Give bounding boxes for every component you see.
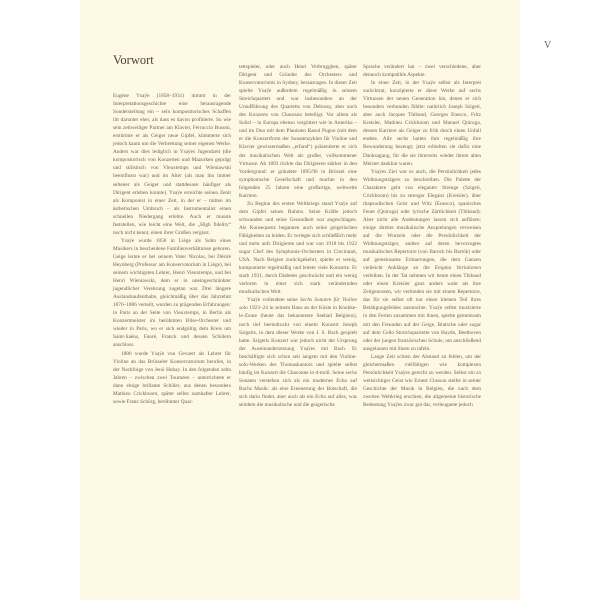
page-number: V: [544, 40, 552, 51]
text-column-1: [113, 92, 231, 406]
page-title: Vorwort: [113, 53, 154, 67]
paragraph: Zu Beginn des ersten Weltkriegs stand Ysaÿe auf dem Gipfel seines Ruhms. Seine Kräfte jedoch schwanden und seine Gesundheit war angeschlagen. Als Konsequenz begannen auch seine geigerischen Fähigkeiten zu leiden. Er verlegte sich schließlich mehr und mehr aufs Dirigieren und war von 1918 bis 1922 sogar Chef des Symphonie-Orchesters in Cincinnati, USA. Nach Belgien zurückgekehrt, spielte er wenig, komponierte regelmäßig und leitete viele Konzerte. Er starb 1931, durch Diabetes geschwächt und ein wenig verloren in einer sich stark verändernden musikalischen Welt.: [239, 200, 357, 296]
paragraph: In einer Zeit, in der Ysaÿe selbst als Interpret zurücktrat, konzipierte er diese Werke auf sechs Virtuosen der neuen Generation hin, denen er sich besonders verbunden fühlte: natürlich Joseph Szigeti, aber auch Jacques Thibaud, Georges Enesco, Fritz Kreisler, Mathieu Crickboom und Manuel Quiroga, dessen Karriere als Geiger zu früh durch einen Unfall endete. Alle sechs hatten ihm regelmäßig ihre Bewunderung bezeugt; jetzt erhielten sie dafür eine Danksagung, für die sie ihrerseits wieder ihrem alten Meister dankbar waren.: [363, 80, 481, 167]
paragraph: Ysaÿe wurde 1858 in Liège als Sohn eines Musikers in bescheidene Familienverhältnisse geboren. Geige lernte er bei seinem Vater Nicolas, bei Désiré Heynberg (Professor am Konservatorium in Liège), bei seinem wichtigsten Lehrer, Henri Vieuxtemps, und bei Henri Wieniawski, dem er in uneingeschränkter jugendlicher Verehrung zugetan war. Drei längere Auslandsaufenthalte, gleichmäßig über das Jahrzehnt 1876–1886 verteilt, wurden zu prägenden Erfahrungen: in Paris an der Seite von Vieuxtemps, in Berlin als Konzertmeister im berühmten Bilse-Orchester und wieder in Paris, wo er sich endgültig dem Kreis um Saint-Saëns, Fauré, Franck und dessen Schülern anschloss.: [113, 237, 231, 349]
paragraph: Sprache verändert hat – zwei verschiedene, aber dennoch kompatible Aspekte.: [363, 64, 481, 79]
italic-title: Enigma Variationen: [434, 265, 481, 272]
paragraph: Lange Zeit schien der Abstand zu fehlen, um der gleichermaßen vielfältigen wie komplexen Persönlichkeit Ysaÿes gerecht zu werden. Selbst ein so weitsichtiger Geist wie Ernest Closson stellte in seiner Geschichte der Musik in Belgien, die nach dem zweiten Weltkrieg erschien, die allgemeine historische Bedeutung Ysaÿes zwar gut dar, verleugnete jedoch: [363, 353, 481, 408]
text-column-3: [363, 63, 481, 409]
paragraph: 1886 wurde Ysaÿe von Gevaert als Lehrer für Violine an das Brüsseler Konservatorium berufen, in der Nachfolge von Jenö Hubay. In den folgenden zehn Jahren – zwischen zwei Tourneen – unterrichtete er dann einige brillante Schüler, aus denen besonders Mathieu Crickboom, später selbst namhafter Lehrer, sowie Franz Schörg, berühmter Quar-: [113, 350, 231, 405]
paragraph: tettspieler, oder auch Henri Verbrugghen, später Dirigent und Gründer des Orchesters und Konservatoriums in Sydney, herausragen. In dieser Zeit spielte Ysaÿe außerdem regelmäßig in seinem Streichquartett und war insbesondere an der Uraufführung des Quartetts von Debussy, aber auch des Konzerts von Chausson beteiligt. Vor allem als Solist – in Europa ebenso vergöttert wie in Amerika – und im Duo mit dem Pianisten Raoul Pugno (mit dem er die Konzertform der Sonatenzyklen für Violine und Klavier gewissermaßen „erfand“) präsentierte er sich der musikalischen Welt als großer, vollkommener Virtuose. Ab 1893 rückte das Dirigieren stärker in den Vordergrund: er gründete 1895/96 in Brüssel eine symphonische Gesellschaft und machte in den folgenden 25 Jahren eine großartige, weltweite Karriere.: [239, 64, 357, 199]
text-column-2: [239, 63, 357, 409]
paragraph: Ysaÿes Ziel war es auch, die Persönlichkeit jedes Widmungsträgers zu beschreiben. Die Palette der Charaktere geht von eleganter Strenge (Szigeti, Crickboom) bis zu strenger Eleganz (Kreisler), über rhapsodischen Geist und Witz (Enesco), spanisches Feuer (Quiroga) oder lyrische Zärtlichkeit (Thibaud). Aber nicht alle Andeutungen lassen sich auflösen: einige direkte musikalische Anspielungen verweisen auf die Wurzeln oder die Persönlichkeit der Widmungsträger, andere auf deren bevorzugtes musikalisches Repertoire (von Barock bis Bartók) oder auf gemeinsame Erinnerungen, die dem Ganzen vielleicht Anklänge an die Enigma Variationen verleihen. In der Tat nehmen wir heute einen Thibaud oder einen Kreisler ganz anders wahr als ihre Zeitgenossen, wir verbinden sie mit einem Repertoire, das für sie selbst oft nur einen kleinen Teil ihres Betätigungsfeldes ausmachte. Ysaÿe selbst musizierte in den Ferien zusammen mit ihnen, spielte gemeinsam mit den Freunden auf der Geige, Bratsche oder sogar auf dem Cello Streichquartette von Haydn, Beethoven oder der jungen französischen Schule, um anschließend ausgelassen mit ihnen zu tafeln.: [363, 168, 481, 352]
document-page: [80, 0, 552, 600]
paragraph: Ysaÿe vollendete seine Sechs Sonaten für Violine solo 1923–24 in seinem Haus an der Küste in Knokke-le-Zoute (heute das bekannteste Seebad Belgiens), noch tief beeindruckt von einem Konzert Joseph Szigetis, in dem dieser Werke von J. S. Bach gespielt hatte. Szigetis Konzert war jedoch nicht der Ursprung der Auseinandersetzung Ysaÿes mit Bach. Er beschäftigte sich schon seit langem mit den Violine-solo-Werken des Thomaskantors und spielte selbst häufig im Konzert die Chaconne in d-moll. Seine sechs Sonaten verstehen sich als ein modernes Echo auf Bachs Musik: als eine Erneuerung der Botschaft, die sich darin findet, aber auch als ein Echo auf alles, was seitdem die musikalische und die geigerische: [239, 297, 357, 408]
italic-title: Sechs Sonaten für Violine solo: [239, 297, 357, 312]
paragraph: Eugène Ysaÿe (1858–1931) nimmt in der Interpretationsgeschichte eine herausragende Sonderstellung ein – sein kompositorisches Schaffen litt darunter eher, als dass es davon profitierte. So wie sein zeitweiliger Partner am Klavier, Ferruccio Busoni, erstürmte er als Geiger neue Gipfel, kümmerte sich jedoch kaum um die Verbreitung seiner eigenen Werke. Anders war dies lediglich in Ysaÿes Jugendzeit (die kompositorisch von Konzerten und Mazurken geprägt und stilistisch von Vieuxtemps und Wieniawski beeinflusst war) und im Alter (als man ihn immer seltener als Geiger und stattdessen häufiger als Dirigent erleben konnte). Ysaÿe erreichte seinen Zenit als Komponist in einer Zeit, in der er – mitten im ästhetischen Umbruch – als Instrumentalist einen schnellen Niedergang erlebte. Auch er musste feststellen, wie leicht eine Welt, die „High fidelity“ noch nicht kennt, einen ihrer Großen vergisst.: [113, 93, 231, 236]
